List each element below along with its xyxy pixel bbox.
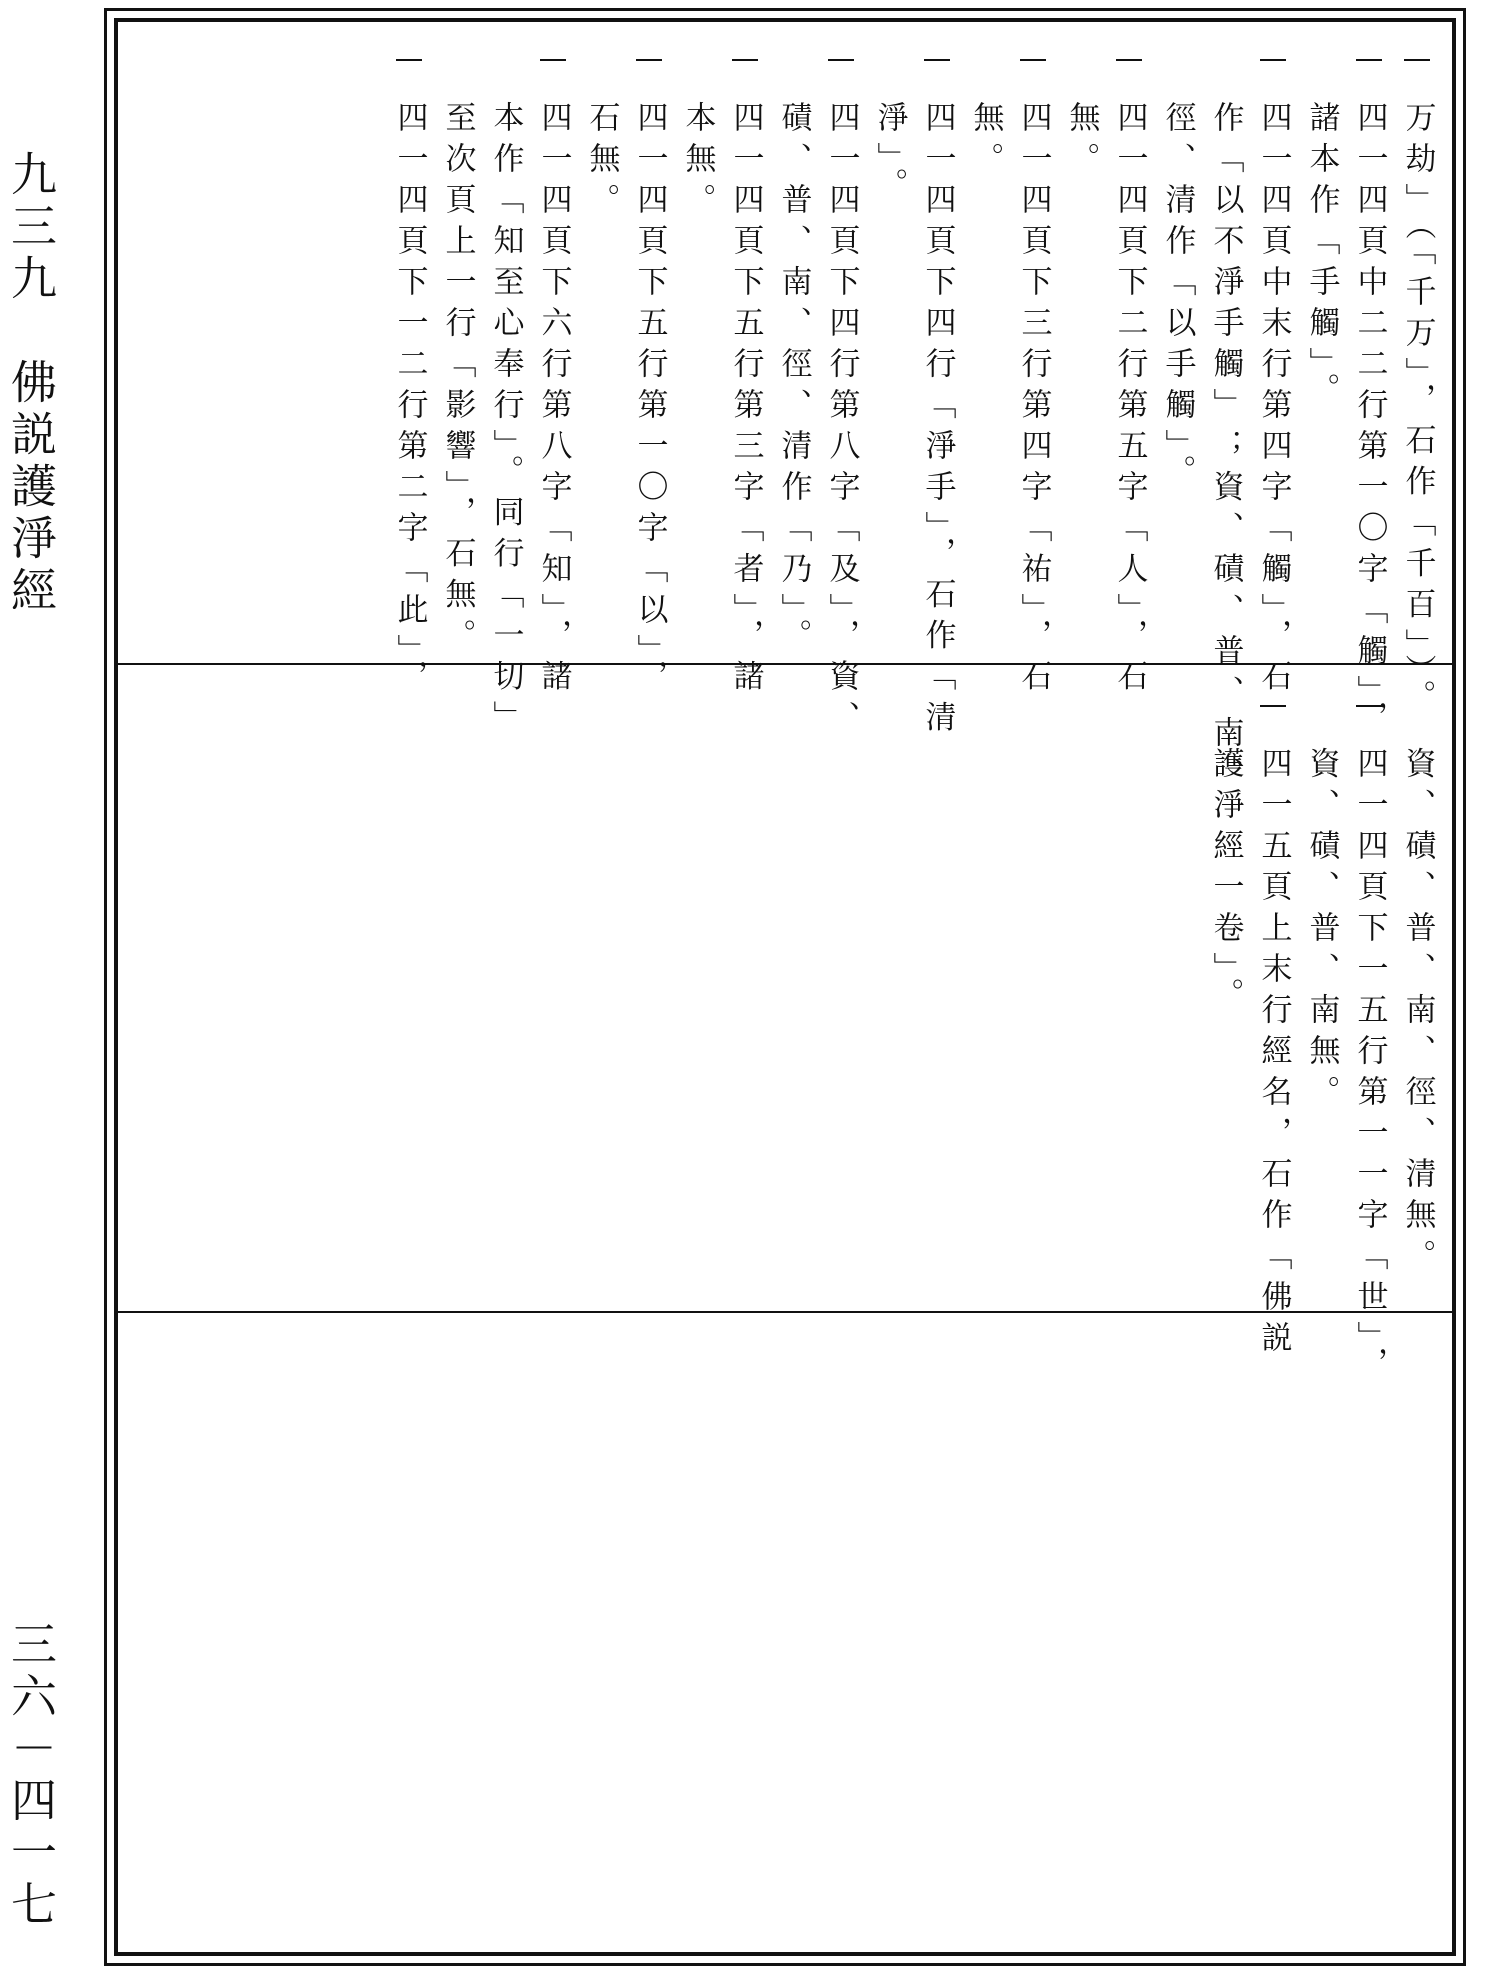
note-column	[485, 47, 525, 742]
note-text: 四一四頁下一五行第一一字「世」，	[1351, 747, 1388, 1388]
page-frame	[104, 8, 1466, 1966]
continuation-indent	[1404, 693, 1430, 747]
entry-marker	[540, 59, 566, 61]
collation-notes-top	[121, 47, 1449, 798]
note-column	[1349, 47, 1389, 742]
note-text: 淨」。	[871, 101, 908, 209]
continuation-indent	[492, 47, 518, 101]
note-text: 至次頁上一行「影響」，石無。	[439, 101, 476, 660]
entry-marker	[1356, 705, 1382, 707]
note-column	[1301, 693, 1341, 1313]
note-text: 四一四頁下二行第五字「人」，石	[1111, 101, 1148, 701]
note-column	[1109, 47, 1149, 701]
entry-marker	[1020, 59, 1046, 61]
note-text: 四一五頁上末行經名，石作「佛説	[1255, 747, 1292, 1362]
note-text: 石無。	[583, 101, 620, 224]
note-text: 四一四頁下五行第一〇字「以」，	[631, 101, 668, 701]
note-text: 四一四頁下四行「淨手」，石作「清	[919, 101, 956, 742]
note-text: 無。	[967, 101, 1004, 183]
entry-marker	[732, 59, 758, 61]
entry-marker	[1356, 59, 1382, 61]
note-text: 本作「知至心奉行」。同行「一切」	[487, 101, 524, 742]
continuation-indent	[1308, 693, 1334, 747]
entry-marker	[396, 59, 422, 61]
continuation-indent	[972, 47, 998, 101]
continuation-indent	[1212, 47, 1238, 101]
continuation-indent	[1212, 693, 1238, 747]
note-text: 四一四頁下三行第四字「祐」，石	[1015, 101, 1052, 701]
note-column	[821, 47, 861, 742]
collation-notes-middle	[121, 693, 1449, 1388]
note-column	[533, 47, 573, 701]
note-text: 資、磧、普、南、徑、清無。	[1399, 747, 1436, 1280]
margin-title: 九三九 佛説護淨經	[4, 150, 58, 618]
note-column	[1397, 47, 1437, 721]
entry-marker	[828, 59, 854, 61]
note-text: 四一四頁中末行第四字「觸」，石	[1255, 101, 1292, 701]
note-column	[773, 47, 813, 667]
note-text: 四一四頁下五行第三字「者」，諸	[727, 101, 764, 701]
note-text: 四一四頁下四行第八字「及」，資、	[823, 101, 860, 742]
note-text: 本無。	[679, 101, 716, 224]
note-column	[869, 47, 909, 667]
note-text: 四一四頁中二二行第一〇字「觸」，	[1351, 101, 1388, 742]
note-text: 磧、普、南、徑、清作「乃」。	[775, 101, 812, 660]
note-text: 作「以不淨手觸」；資、磧、普、南、	[1207, 101, 1244, 798]
continuation-indent	[1068, 47, 1094, 101]
entry-marker	[1404, 59, 1430, 61]
note-column	[725, 47, 765, 701]
note-column	[1253, 693, 1293, 1362]
note-column	[389, 47, 429, 701]
continuation-indent	[780, 47, 806, 101]
note-column	[1397, 693, 1437, 1313]
note-text: 護淨經一卷」。	[1207, 747, 1244, 1019]
note-column	[1205, 693, 1245, 1313]
entry-marker	[1116, 59, 1142, 61]
note-column	[1205, 47, 1245, 798]
note-column	[1157, 47, 1197, 667]
margin-page-number: 三六－四一七	[4, 1620, 58, 1932]
note-column	[1301, 47, 1341, 667]
note-column	[581, 47, 621, 667]
continuation-indent	[444, 47, 470, 101]
note-text: 無。	[1063, 101, 1100, 183]
note-column	[1349, 693, 1389, 1388]
note-column	[1253, 47, 1293, 701]
note-text: 徑、清作「以手觸」。	[1159, 101, 1196, 496]
note-column	[1061, 47, 1101, 667]
note-column	[1013, 47, 1053, 701]
note-column	[917, 47, 957, 742]
note-column	[629, 47, 669, 701]
note-text: 諸本作「手觸」。	[1303, 101, 1340, 414]
continuation-indent	[1164, 47, 1190, 101]
continuation-indent	[684, 47, 710, 101]
note-column	[437, 47, 477, 667]
note-column	[965, 47, 1005, 667]
continuation-indent	[1308, 47, 1334, 101]
entry-marker	[1260, 59, 1286, 61]
note-text: 四一四頁下六行第八字「知」，諸	[535, 101, 572, 701]
note-column	[677, 47, 717, 667]
entry-marker	[1260, 705, 1286, 707]
note-text: 万劫」（「千万」，石作「千百」）。	[1399, 101, 1436, 721]
entry-marker	[636, 59, 662, 61]
continuation-indent	[876, 47, 902, 101]
entry-marker	[924, 59, 950, 61]
note-text: 四一四頁下一二行第二字「此」，	[391, 101, 428, 701]
note-text: 資、磧、普、南無。	[1303, 747, 1340, 1116]
continuation-indent	[588, 47, 614, 101]
